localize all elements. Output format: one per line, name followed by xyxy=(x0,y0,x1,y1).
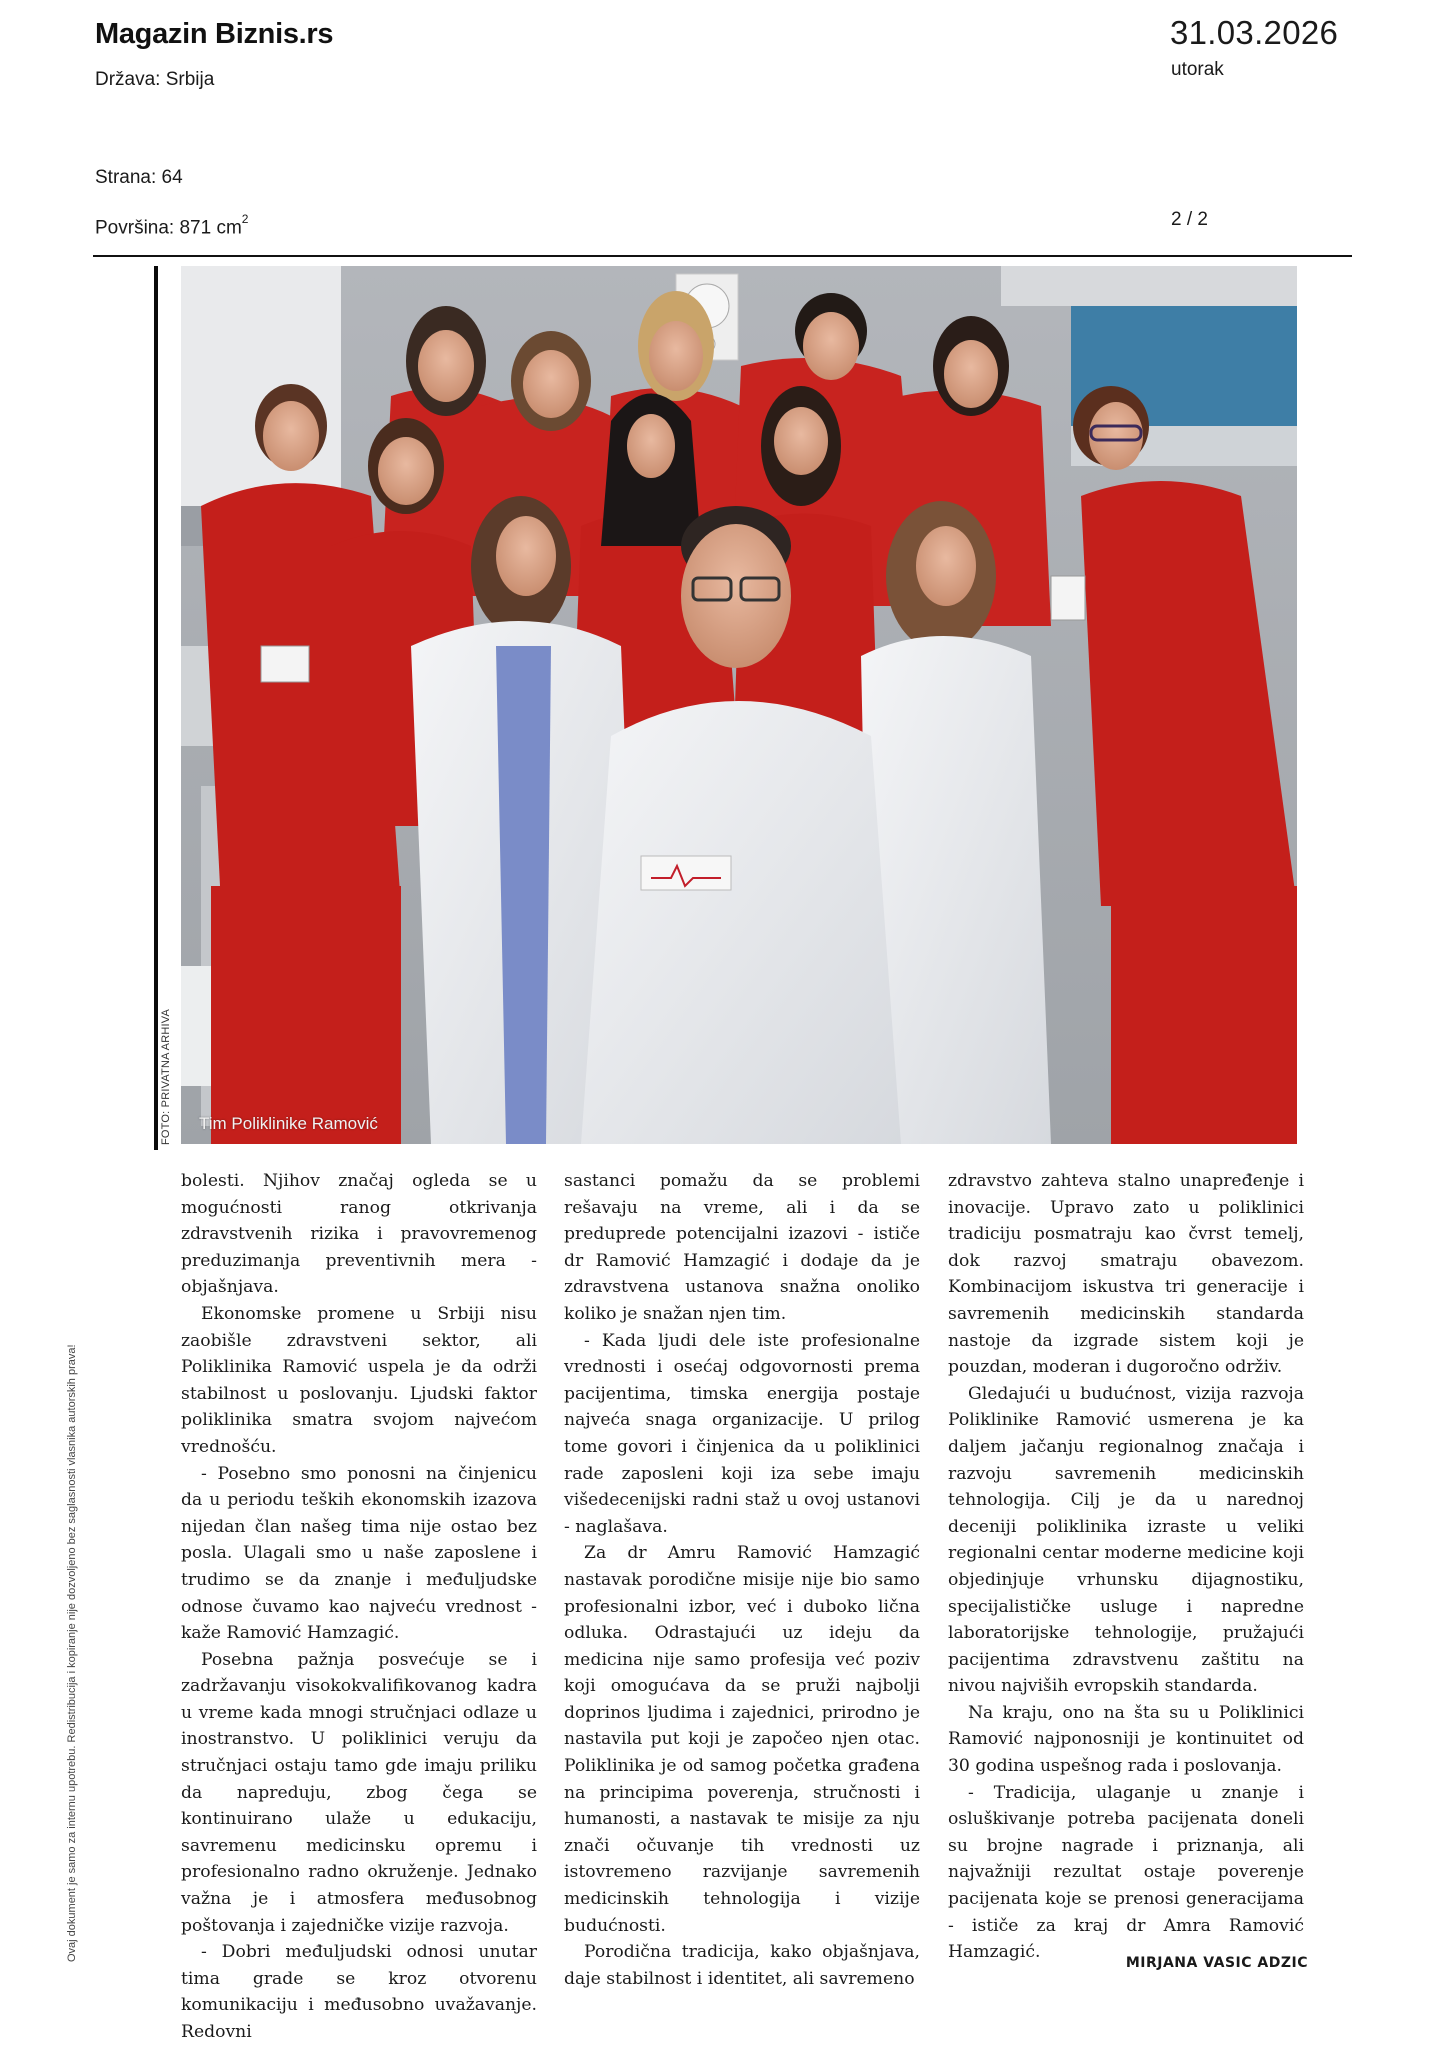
author-byline: MIRJANA VASIC ADZIC xyxy=(1125,1955,1308,1971)
paragraph: Ekonomske promene u Srbiji nisu zaobišle zdravstveni sektor, ali Poliklinika Ramović uspela je da održi stabilnost u poslovanju. Ljudski faktor poliklinika smatra svojom najvećom vrednošću. xyxy=(181,1303,537,1457)
paragraph: Posebna pažnja posvećuje se i zadržavanju visokokvalifikovanog kadra u vreme kada mnogi stručnjaci odlaze u inostranstvo. U poliklinici veruju da stručnjaci ostaju tamo gde imaju priliku da napreduju, zbog čega se kontinuirano ulaže u edukaciju, savremenu medicinsku opremu i profesionalno radno okruženje. Jednako važna je i atmosfera međusobnog poštovanja i zajedničke vizije razvoja. xyxy=(181,1649,537,1936)
paragraph: - Kada ljudi dele iste profesionalne vrednosti i osećaj odgovornosti prema pacijentima, timska energija postaje najveća snaga organizacije. U prilog tome govori i činjenica da u poliklinici rade zaposleni koji iza sebe imaju višedecenijski radni staž u ovoj ustanovi - naglašava. xyxy=(564,1330,920,1537)
paragraph: zdravstvo zahteva stalno unapređenje i inovacije. Upravo zato u poliklinici tradiciju posmatraju kao čvrst temelj, dok razvoj smatraju obavezom. Kombinacijom iskustva tri generacije i savremenih medicinskih standarda nastoje da izgrade sistem koji je pouzdan, moderan i dugoročno održiv. xyxy=(948,1171,1304,1378)
area-label xyxy=(95,212,249,239)
area-value: Površina: 871 cm xyxy=(95,217,242,239)
publication-date: 31.03.2026 xyxy=(1170,14,1339,51)
paragraph: - Tradicija, ulaganje u znanje i osluškivanje potreba pacijenata doneli su brojne nagrade i priznanja, ali najvažniji rezultat ostaje poverenje pacijenata koje se prenosi generacijama - ističe za kraj dr Amra Ramović Hamzagić. xyxy=(948,1782,1304,1963)
paragraph: bolesti. Njihov značaj ogleda se u mogućnosti ranog otkrivanja zdravstvenih rizika i pravovremenog preduzimanja preventivnih mera - objašnjava. xyxy=(181,1171,537,1298)
publication-weekday: utorak xyxy=(1171,59,1224,80)
article-column-3 xyxy=(948,1168,1304,1966)
area-exponent: 2 xyxy=(241,212,249,226)
team-photo-illustration xyxy=(181,266,1297,1144)
copyright-disclaimer: Ovaj dokument je samo za internu upotrebu. Redistribucija i kopiranje nije dozvoljeno bez saglasnosti vlasnika autorskih prava! xyxy=(66,1344,78,1962)
photo-side-bar xyxy=(154,266,158,1150)
paragraph: - Dobri međuljudski odnosi unutar tima grade se kroz otvorenu komunikaciju i međusobno uvažavanje. Redovni xyxy=(181,1942,537,2042)
country-label: Država: Srbija xyxy=(95,69,215,90)
team-photo xyxy=(181,266,1297,1144)
publication-title: Magazin Biznis.rs xyxy=(95,18,334,50)
page-number-label: Strana: 64 xyxy=(95,167,183,188)
photo-caption: Tim Poliklinike Ramović xyxy=(199,1114,378,1133)
paragraph: Gledajući u budućnost, vizija razvoja Poliklinike Ramović usmerena je ka daljem jačanju regionalnog značaja i razvoju savremenih medicinskih tehnologija. Cilj je da u narednoj deceniji poliklinika izraste u veliki regionalni centar moderne medicine koji objedinjuje vrhunsku dijagnostiku, specijalističke usluge i napredne laboratorijske tehnologije, pružajući pacijentima zdravstvenu zaštitu na nivou najviših evropskih standarda. xyxy=(948,1383,1304,1697)
photo-credit: FOTO: PRIVATNA ARHIVA xyxy=(160,1008,172,1145)
paragraph: sastanci pomažu da se problemi rešavaju na vreme, ali i da se preduprede potencijalni izazovi - ističe dr Ramović Hamzagić i dodaje da je zdravstvena ustanova snažna onoliko koliko je snažan njen tim. xyxy=(564,1171,920,1324)
article-column-2 xyxy=(564,1168,920,1992)
paragraph: Na kraju, ono na šta su u Poliklinici Ramović najponosniji je kontinuitet od 30 godina uspešnog rada i poslovanja. xyxy=(948,1702,1304,1777)
paragraph: Za dr Amru Ramović Hamzagić nastavak porodične misije nije bio samo profesionalni izbor, već i duboko lična odluka. Odrastajući uz ideju da medicina nije samo profesija već poziv koji omogućava da se pruži najbolji doprinos ljudima i zajednici, prirodno je nastavila put koji je započeo njen otac. Poliklinika je od samog početka građena na principima poverenja, stručnosti i humanosti, a nastavak te misije za nju znači očuvanje tih vrednosti uz istovremeno razvijanje savremenih medicinskih tehnologija i vizije budućnosti. xyxy=(564,1543,920,1936)
header-divider xyxy=(93,255,1352,257)
paragraph: Porodična tradicija, kako objašnjava, daje stabilnost i identitet, ali savremeno xyxy=(564,1942,920,1989)
article-column-1 xyxy=(181,1168,537,2046)
paragraph: - Posebno smo ponosni na činjenicu da u periodu teških ekonomskih izazova nijedan član našeg tima nije ostao bez posla. Ulagali smo u naše zaposlene i trudimo se da znanje i međuljudske odnose čuvamo kao najveću vrednost - kaže Ramović Hamzagić. xyxy=(181,1463,537,1644)
page-counter: 2 / 2 xyxy=(1171,209,1208,230)
